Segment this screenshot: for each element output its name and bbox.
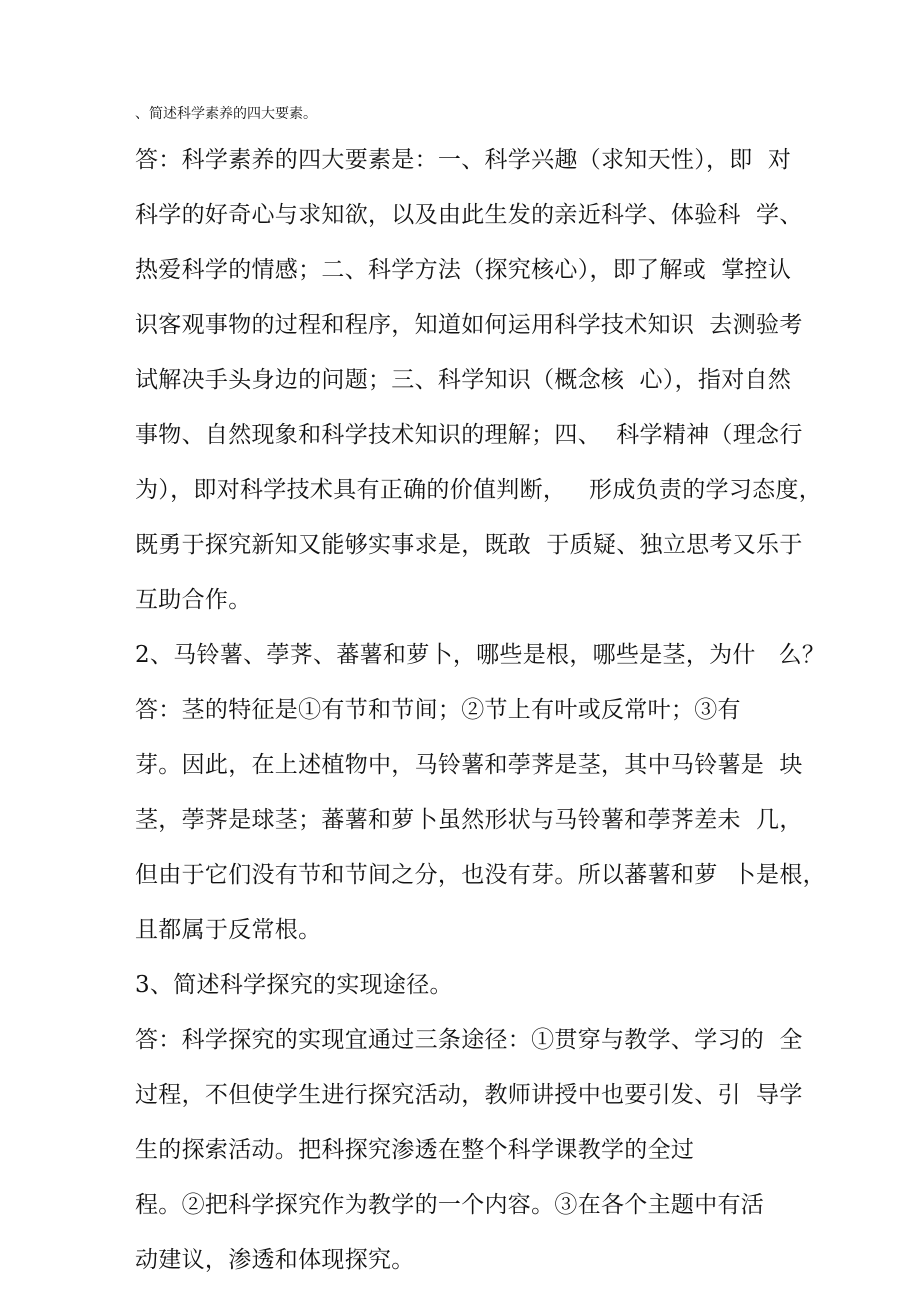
answer-3-line-4: 程。②把科学探究作为教学的一个内容。③在各个主题中有活 xyxy=(135,1192,765,1218)
answer-1-line-2: 科学的好奇心与求知欲，以及由此生发的亲近科学、体验科 学、 xyxy=(135,202,803,228)
answer-2-line-5: 且都属于反常根。 xyxy=(135,917,322,943)
answer-1-line-7: 为），即对科学技术具有正确的价值判断， 形成负责的学习态度， xyxy=(135,477,823,503)
answer-1-line-9: 互助合作。 xyxy=(135,587,252,613)
answer-1-line-8: 既勇于探究新知又能够实事求是，既敢 于质疑、独立思考又乐于 xyxy=(135,532,803,558)
answer-3-line-1: 答：科学探究的实现宜通过三条途径：①贯穿与教学、学习的 全 xyxy=(135,1027,803,1053)
answer-1-line-4: 识客观事物的过程和程序，知道如何运用科学技术知识 去测验考 xyxy=(135,312,803,338)
answer-3-line-5: 动建议，渗透和体现探究。 xyxy=(135,1247,415,1273)
answer-1-line-5: 试解决手头身边的问题；三、科学知识（概念核 心），指对自然 xyxy=(135,367,792,393)
answer-1-line-1: 答：科学素养的四大要素是：一、科学兴趣（求知天性），即 对 xyxy=(135,147,792,173)
answer-1-line-3: 热爱科学的情感；二、科学方法（探究核心），即了解或 掌控认 xyxy=(135,257,792,283)
answer-3-line-3: 生的探索活动。把科探究渗透在整个科学课教学的全过 xyxy=(135,1137,695,1163)
question-1-heading: 、简述科学素养的四大要素。 xyxy=(135,106,317,122)
answer-1-line-6: 事物、自然现象和科学技术知识的理解；四、 科学精神（理念行 xyxy=(135,422,803,448)
answer-2-line-3: 茎，荸荠是球茎；蕃薯和萝卜虽然形状与马铃薯和荸荠差未 几， xyxy=(135,807,803,833)
answer-2-line-1: 答：茎的特征是①有节和节间；②节上有叶或反常叶；③有 xyxy=(135,697,741,723)
question-2-heading: 2、马铃薯、荸荠、蕃薯和萝卜，哪些是根，哪些是茎，为什 么？ xyxy=(135,642,826,668)
question-3-heading: 3、简述科学探究的实现途径。 xyxy=(135,972,453,998)
answer-3-line-2: 过程，不但使学生进行探究活动，教师讲授中也要引发、引 导学 xyxy=(135,1082,803,1108)
answer-2-line-2: 芽。因此，在上述植物中，马铃薯和荸荠是茎，其中马铃薯是 块 xyxy=(135,752,803,778)
answer-2-line-4: 但由于它们没有节和节间之分，也没有芽。所以蕃薯和萝 卜是根， xyxy=(135,862,826,888)
